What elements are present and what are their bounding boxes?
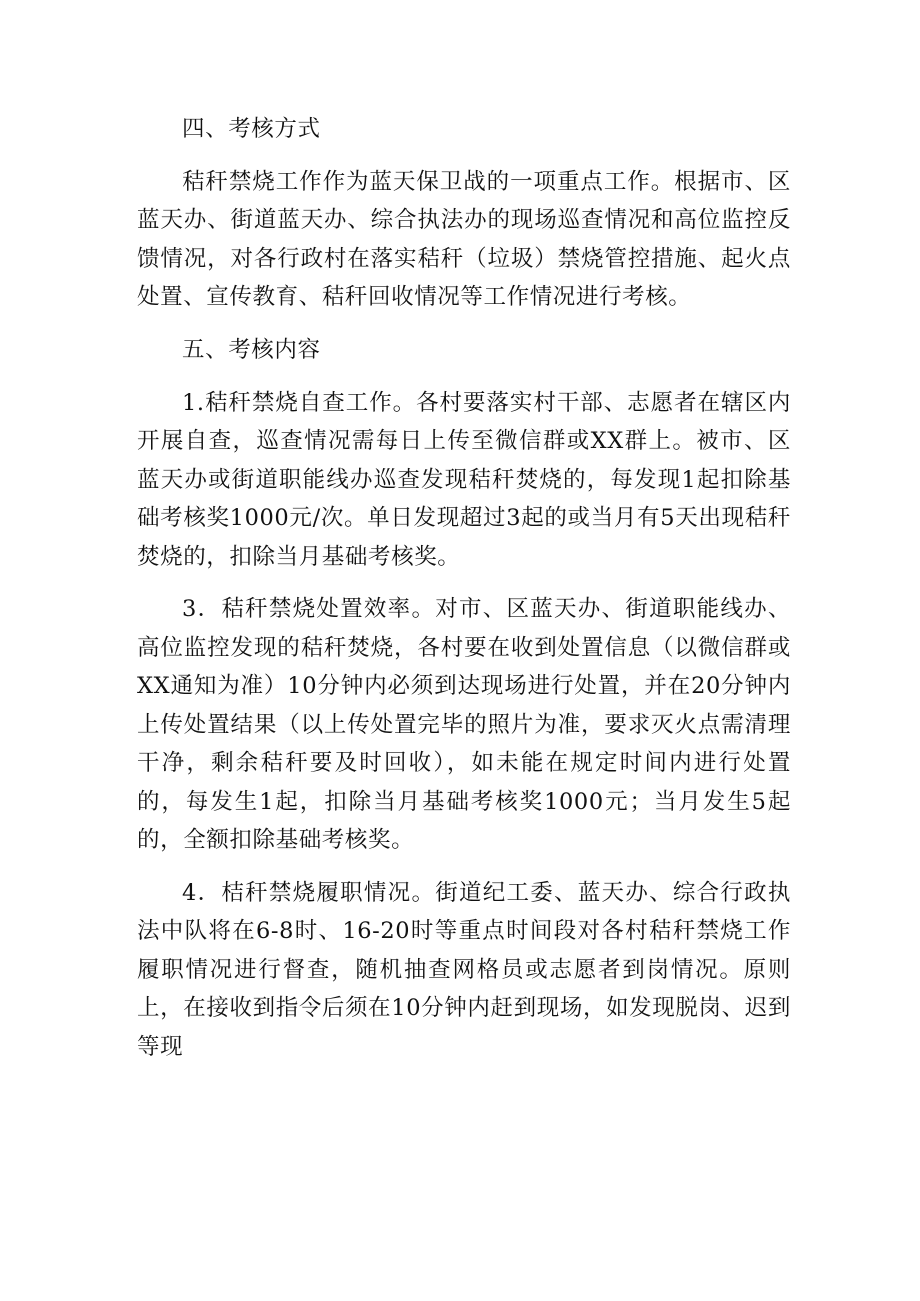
section-5-heading: 五、考核内容 bbox=[182, 336, 321, 363]
section-5-item-4: 4．桔秆禁烧履职情况。街道纪工委、蓝天办、综合行政执法中队将在6-8时、16-20时等重点时间段对各村秸秆禁烧工作履职情况进行督查，随机抽查网格员或志愿者到岗情况。原则上，在接收到指令后须在10分钟内赶到现场，如发现脱岗、迟到等现 bbox=[137, 879, 791, 1060]
section-4-paragraph: 秸秆禁烧工作作为蓝天保卫战的一项重点工作。根据市、区蓝天办、街道蓝天办、综合执法办的现场巡查情况和高位监控反馈情况，对各行政村在落实秸秆（垃圾）禁烧管控措施、起火点处置、宣传教育、秸秆回收情况等工作情况进行考核。 bbox=[137, 168, 791, 311]
section-5-item-3: 3．秸秆禁烧处置效率。对市、区蓝天办、街道职能线办、高位监控发现的秸秆焚烧，各村要在收到处置信息（以微信群或XX通知为准）10分钟内必须到达现场进行处置，并在20分钟内上传处置结果（以上传处置完毕的照片为准，要求灭火点需清理干净，剩余秸秆要及时回收），如未能在规定时间内进行处置的，每发生1起，扣除当月基础考核奖1000元；当月发生5起的，全额扣除基础考核奖。 bbox=[137, 596, 791, 854]
document-body bbox=[137, 110, 791, 1081]
section-5-item-1: 1.秸秆禁烧自查工作。各村要落实村干部、志愿者在辖区内开展自查，巡查情况需每日上传至微信群或XX群上。被市、区蓝天办或街道职能线办巡查发现秸秆焚烧的，每发现1起扣除基础考核奖1000元/次。单日发现超过3起的或当月有5天出现秸秆焚烧的，扣除当月基础考核奖。 bbox=[137, 389, 791, 570]
section-4-heading: 四、考核方式 bbox=[182, 116, 321, 142]
